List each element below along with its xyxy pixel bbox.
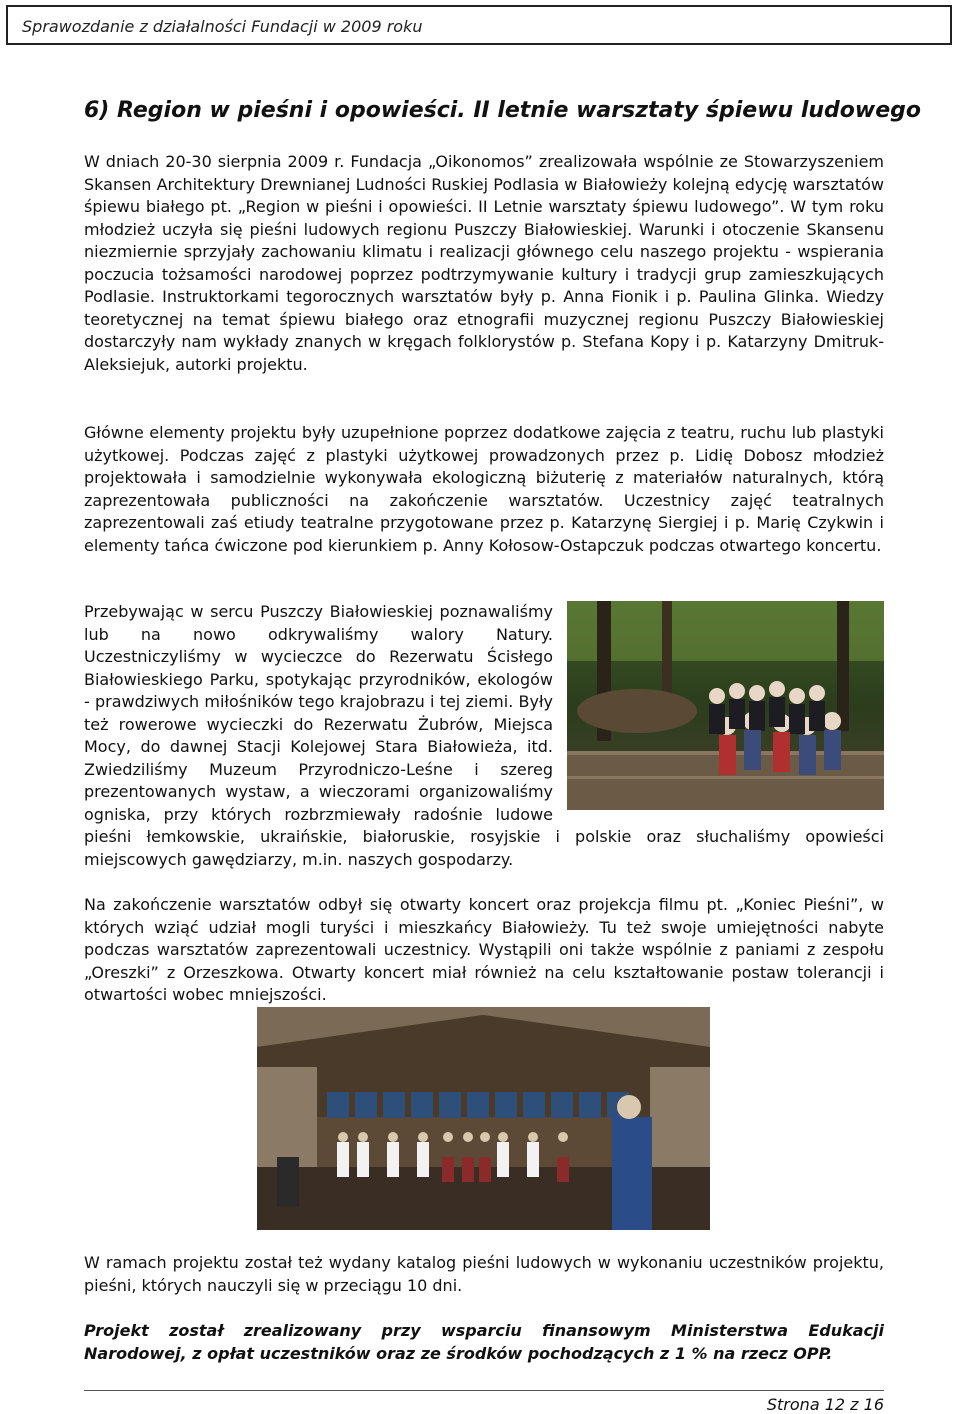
group-photo-forest bbox=[567, 601, 884, 810]
page-number: Strona 12 z 16 bbox=[766, 1395, 884, 1414]
section-title: 6) Region w pieśni i opowieści. II letnie warsztaty śpiewu ludowego bbox=[84, 98, 922, 123]
paragraph-concert: Na zakończenie warsztatów odbył się otwarty koncert oraz projekcja filmu pt. „Koniec Pieśni”, w których wziąć udział mogli turyści i mieszkańcy Białowieży. Tu też swoje umiejętności nabyte podczas warsztatów zaprezentowali uczestnicy. Wystąpili oni także wspólnie z paniami z zespołu „Oreszki” z Orzeszkowa. Otwarty koncert miał również na celu kształtowanie postaw tolerancji i otwartości wobec mniejszości. bbox=[84, 895, 884, 1004]
paragraph-nature: Przebywając w sercu Puszczy Białowieskiej poznawaliśmy lub na nowo odkrywaliśmy walory Natury. Uczestniczyliśmy w wycieczce do Rezerwatu Ścisłego Białowieskiego Parku, spotykając przyrodników, ekologów - prawdziwych miłośników tego krajobrazu i tej ziemi. Były też rowerowe wycieczki do Rezerwatu Żubrów, Miejsca Mocy, do dawnej Stacji Kolejowej Stara Białowieża, itd. Zwiedziliśmy Muzeum Przyrodniczo-Leśne i szereg prezentowanych wystaw, a wieczorami organizowaliśmy ogniska, przy których rozbrzmiewały radośnie ludowe pieśni łemkowskie, ukraińskie, białoruskie, rosyjskie i polskie oraz słuchaliśmy opowieści miejscowych gawędziarzy, m.in. naszych gospodarzy. bbox=[84, 602, 884, 869]
paragraph-intro: W dniach 20-30 sierpnia 2009 r. Fundacja „Oikonomos” zrealizowała wspólnie ze Stowarzyszeniem Skansen Architektury Drewnianej Ludności Ruskiej Podlasia w Białowieży kolejną edycję warsztatów śpiewu białego pt. „Region w pieśni i opowieści. II Letnie warsztaty śpiewu ludowego”. W tym roku młodzież uczyła się pieśni ludowych regionu Puszczy Białowieskiej. Warunki i otoczenie Skansenu niezmiernie sprzyjały zachowaniu klimatu i realizacji głównego celu naszego projektu - wspierania poczucia tożsamości narodowej poprzez podtrzymywanie kultury i tradycji grup zamieszkujących Podlasie. Instruktorkami tegorocznych warsztatów były p. Anna Fionik i p. Paulina Glinka. Wiedzy teoretycznej na temat śpiewu białego oraz etnografii muzycznej regionu Puszczy Białowieskiej dostarczyły nam wykłady znanych w kręgach folklorystów p. Stefana Kopy i p. Katarzyny Dmitruk-Aleksiejuk, autorki projektu. bbox=[84, 152, 884, 374]
footer-divider bbox=[84, 1390, 884, 1391]
paragraph-catalog: W ramach projektu został też wydany katalog pieśni ludowych w wykonaniu uczestników projektu, pieśni, których nauczyli się w przeciągu 10 dni. bbox=[84, 1253, 884, 1295]
paragraph-elements: Główne elementy projektu były uzupełnione poprzez dodatkowe zajęcia z teatru, ruchu lub plastyki użytkowej. Podczas zajęć z plastyki użytkowej prowadzonych przez p. Lidię Dobosz młodzież projektowała i samodzielnie wykonywała ekologiczną biżuterię z materiałów naturalnych, którą zaprezentowała publiczności na zakończenie warsztatów. Uczestnicy zajęć teatralnych zaprezentowali zaś etiudy teatralne przygotowane przez p. Katarzynę Siergiej i p. Marię Czykwin i elementy tańca ćwiczone pod kierunkiem p. Anny Kołosow-Ostapczuk podczas otwartego koncertu. bbox=[84, 423, 884, 555]
paragraph-nature-block bbox=[84, 601, 884, 871]
concert-photo bbox=[257, 1007, 710, 1230]
page-header bbox=[6, 5, 952, 45]
header-title: Sprawozdanie z działalności Fundacji w 2009 roku bbox=[22, 17, 423, 36]
paragraph-funding: Projekt został zrealizowany przy wsparciu finansowym Ministerstwa Edukacji Narodowej, z opłat uczestników oraz ze środków pochodzących z 1 % na rzecz OPP. bbox=[84, 1321, 884, 1363]
